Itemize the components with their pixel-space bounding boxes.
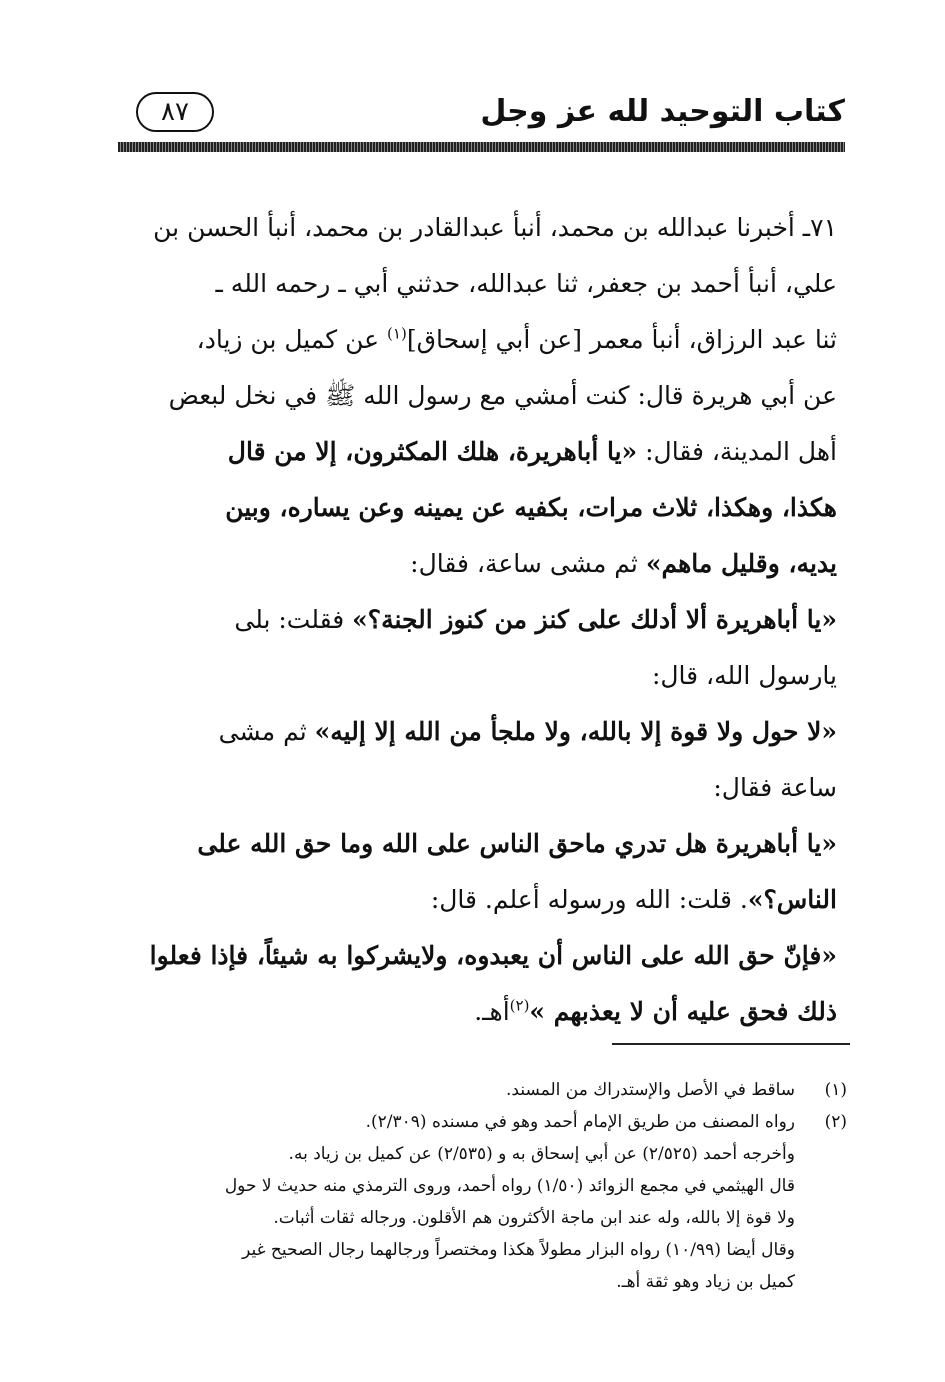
footnote-separator [612, 1043, 850, 1045]
page-header [118, 90, 845, 136]
footnotes [118, 1074, 847, 1298]
text-run: علي، أنبأ أحمد بن جعفر، ثنا عبدالله، حدثني أبي ـ رحمه الله ـ [215, 269, 837, 298]
header-rule [118, 142, 845, 152]
footnote-ref: (٢) [509, 996, 530, 1015]
text-run: ٧١ـ أخبرنا عبدالله بن محمد، أنبأ عبدالقادر بن محمد، أنبأ الحسن بن [153, 213, 837, 242]
footnote-text: وقال أيضا (١٠/٩٩) رواه البزار مطولاً هكذا ومختصراً ورجالهما رجال الصحيح غير [242, 1240, 795, 1260]
text-run: «يا أباهريرة ألا أدلك على كنز من كنوز الجنة؟» [352, 605, 837, 634]
text-run: عن كميل بن زياد، [196, 325, 388, 354]
footnote-line [118, 1234, 847, 1266]
text-run: فقلت: بلى [234, 605, 353, 634]
text-line [120, 536, 837, 592]
text-line [120, 760, 837, 816]
footnote-line [118, 1266, 847, 1298]
footnote-text: كميل بن زياد وهو ثقة أهـ. [616, 1272, 795, 1292]
text-run: ثم مشى ساعة، فقال: [410, 549, 646, 578]
text-run: عن أبي هريرة قال: كنت أمشي مع رسول الله ﷺ في نخل لبعض [168, 381, 837, 410]
text-line [120, 368, 837, 424]
text-run: أهل المدينة، فقال: [637, 437, 837, 466]
text-run: ثم مشى [218, 717, 315, 746]
text-line [120, 480, 837, 536]
text-run: أهـ. [474, 997, 510, 1026]
footnote-text: ساقط في الأصل والإستدراك من المسند. [506, 1080, 795, 1100]
text-line [120, 928, 837, 984]
book-title: كتاب التوحيد لله عز وجل [480, 94, 845, 129]
footnote-text: رواه المصنف من طريق الإمام أحمد وهو في مسنده (٢/٣٠٩). [365, 1112, 795, 1132]
text-run: يارسول الله، قال: [651, 661, 837, 690]
text-run: «يا أباهريرة هل تدري ماحق الناس على الله وما حق الله على [197, 829, 837, 858]
text-line [120, 872, 837, 928]
footnote-number: (١) [824, 1080, 847, 1100]
text-line [120, 816, 837, 872]
text-run: الناس؟» [747, 885, 837, 914]
footnote-line [118, 1106, 847, 1138]
text-line [120, 648, 837, 704]
text-run: . قلت: الله ورسوله أعلم. قال: [430, 885, 748, 914]
text-line [120, 200, 837, 256]
text-line [120, 984, 837, 1040]
footnote-line [118, 1170, 847, 1202]
text-line [120, 592, 837, 648]
footnote-number: (٢) [824, 1112, 847, 1132]
page-number: ٨٧ [136, 92, 214, 132]
text-run: «لا حول ولا قوة إلا بالله، ولا ملجأ من الله إلا إليه» [314, 717, 837, 746]
text-run: «فإنّ حق الله على الناس أن يعبدوه، ولايشركوا به شيئاً، فإذا فعلوا [149, 941, 837, 970]
text-run: يديه، وقليل ماهم» [645, 549, 837, 578]
text-run: ثنا عبد الرزاق، أنبأ معمر [عن أبي إسحاق] [406, 325, 837, 354]
footnote-text: قال الهيثمي في مجمع الزوائد (١/٥٠) رواه أحمد، وروى الترمذي منه حديث لا حول [224, 1176, 795, 1196]
footnote-line [118, 1202, 847, 1234]
text-line [120, 704, 837, 760]
footnote-line [118, 1138, 847, 1170]
text-line [120, 424, 837, 480]
text-line [120, 312, 837, 368]
footnote-ref: (١) [387, 324, 407, 343]
text-line [120, 256, 837, 312]
text-run: «يا أباهريرة، هلك المكثرون، إلا من قال [227, 437, 638, 466]
text-run: ساعة فقال: [713, 773, 837, 802]
footnote-text: وأخرجه أحمد (٢/٥٢٥) عن أبي إسحاق به و (٢/٥٣٥) عن كميل بن زياد به. [288, 1144, 795, 1164]
main-text [120, 200, 837, 1040]
text-run: هكذا، وهكذا، ثلاث مرات، بكفيه عن يمينه وعن يساره، وبين [225, 493, 837, 522]
text-run: ذلك فحق عليه أن لا يعذبهم » [529, 997, 837, 1026]
footnote-line [118, 1074, 847, 1106]
footnote-text: ولا قوة إلا بالله، وله عند ابن ماجة الأكثرون هم الأقلون. ورجاله ثقات أثبات. [273, 1208, 795, 1228]
